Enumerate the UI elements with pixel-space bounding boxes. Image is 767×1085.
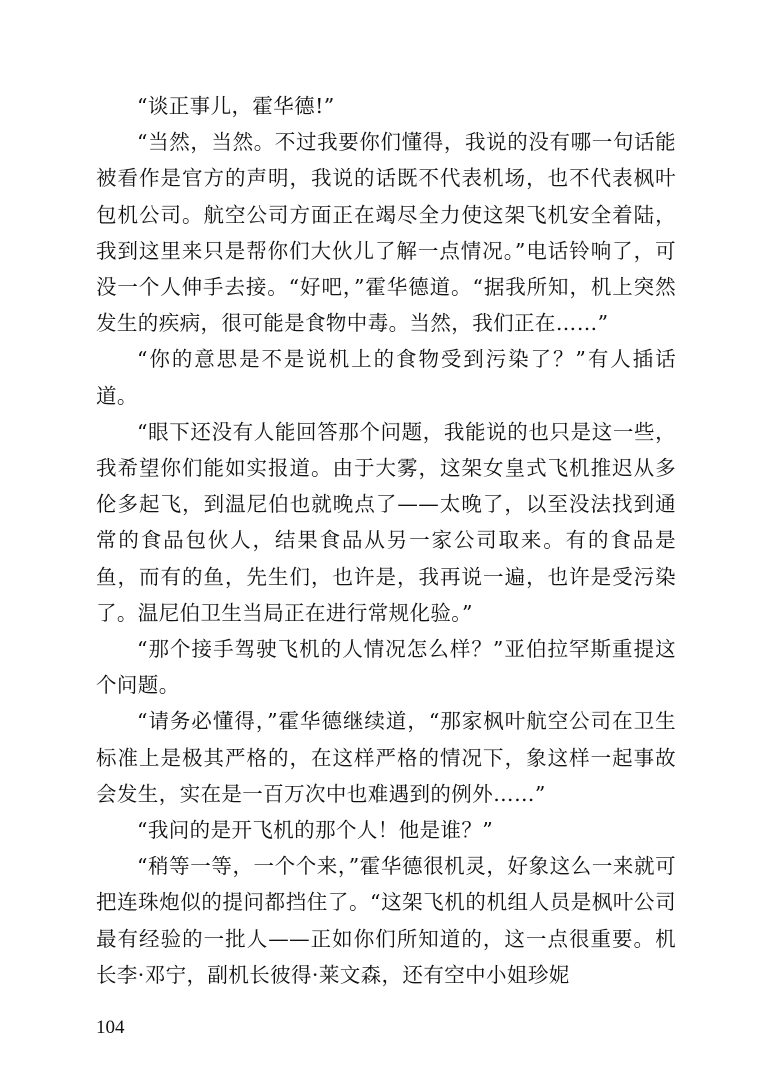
body-text bbox=[96, 88, 676, 993]
paragraph-5: “那个接手驾驶飞机的人情况怎么样？”亚伯拉罕斯重提这个问题。 bbox=[96, 637, 676, 698]
paragraph-1: “谈正事儿，霍华德!” bbox=[137, 94, 335, 118]
paragraph-7: “我问的是开飞机的那个人！他是谁？” bbox=[137, 818, 494, 843]
paragraph-2: “当然，当然。不过我要你们懂得，我说的没有哪一句话能被看作是官方的声明，我说的话既不代表机场，也不代表枫叶包机公司。航空公司方面正在竭尽全力使这架飞机安全着陆，我到这里来只是帮你们大伙儿了解一点情况。”电话铃响了，可没一个人伸手去接。“好吧，”霍华德道。“据我所知，机上突然发生的疾病，很可能是食物中毒。当然，我们正在……” bbox=[96, 130, 676, 336]
page-number: 104 bbox=[96, 1017, 125, 1038]
paragraph-6: “请务必懂得，”霍华德继续道，“那家枫叶航空公司在卫生标准上是极其严格的，在这样严格的情况下，象这样一起事故会发生，实在是一百万次中也难遇到的例外……” bbox=[96, 709, 676, 806]
paragraph-8: “稍等一等，一个个来，”霍华德很机灵，好象这么一来就可把连珠炮似的提问都挡住了。“这架飞机的机组人员是枫叶公司最有经验的一批人——正如你们所知道的，这一点很重要。机长李·邓宁，副机长彼得·莱文森，还有空中小姐珍妮 bbox=[96, 854, 676, 987]
paragraph-3: “你的意思是不是说机上的食物受到污染了？”有人插话道。 bbox=[96, 347, 676, 408]
paragraph-4: “眼下还没有人能回答那个问题，我能说的也只是这一些，我希望你们能如实报道。由于大雾，这架女皇式飞机推迟从多伦多起飞，到温尼伯也就晚点了——太晚了，以至没法找到通常的食品包伙人，结果食品从另一家公司取来。有的食品是鱼，而有的鱼，先生们，也许是，我再说一遍，也许是受污染了。温尼伯卫生当局正在进行常规化验。” bbox=[96, 419, 676, 625]
